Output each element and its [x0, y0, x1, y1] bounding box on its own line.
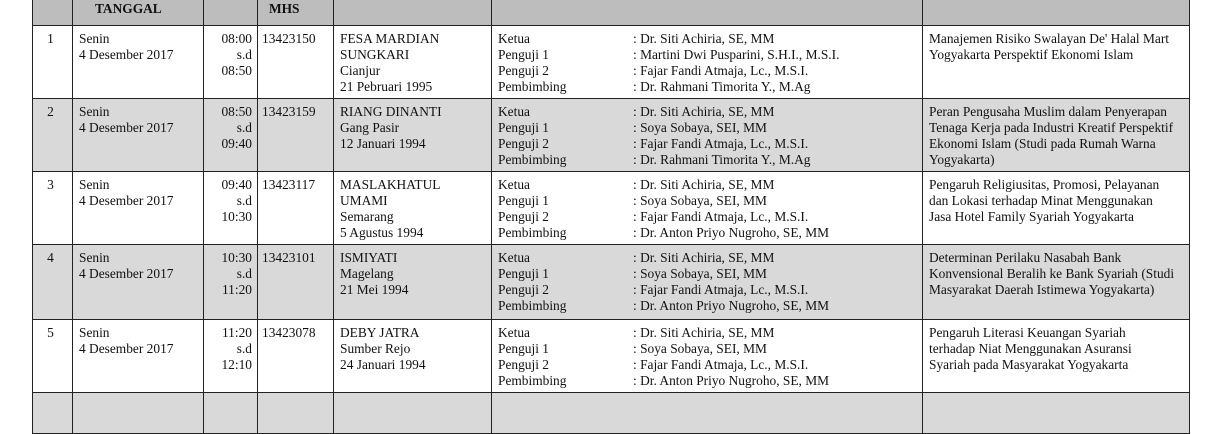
- cell-title: [923, 320, 1190, 393]
- header-time: [204, 0, 258, 26]
- table-row: [33, 99, 1190, 172]
- cell-date: [73, 320, 204, 393]
- cell-student-content: [334, 320, 491, 376]
- cell-time-content: [204, 99, 257, 155]
- cell-student-content: [334, 172, 491, 244]
- student-info: Cianjur: [340, 63, 381, 78]
- cell-examiners: [492, 99, 923, 172]
- examiner-role: Penguji 2: [498, 209, 549, 224]
- cell-title: [923, 172, 1190, 245]
- header-title: [923, 0, 1190, 26]
- cell-student: [334, 99, 492, 172]
- header-student: [334, 0, 492, 26]
- cell-time-content: [204, 172, 257, 228]
- student-id: 13423101: [262, 250, 316, 265]
- cell-empty: [334, 393, 492, 434]
- cell-title-content: [923, 320, 1189, 376]
- student-name: RIANG DINANTI: [340, 104, 442, 119]
- examiner-name: : Dr. Siti Achiria, SE, MM: [633, 31, 775, 46]
- row-number: 1: [47, 31, 54, 46]
- examiner-entry: [498, 250, 918, 266]
- time-separator: s.d: [236, 193, 252, 208]
- day-name: Senin: [79, 177, 110, 192]
- thesis-title: Manajemen Risiko Swalayan De' Halal Mart Yogyakarta Perspektif Ekonomi Islam: [929, 31, 1170, 62]
- cell-mhs: [258, 26, 334, 99]
- cell-date-content: [73, 245, 203, 285]
- examiner-name: : Dr. Rahmani Timorita Y., M.Ag: [633, 152, 811, 167]
- student-info: UMAMI: [340, 193, 388, 208]
- cell-date-content: [73, 172, 203, 212]
- examiner-name: : Dr. Anton Priyo Nugroho, SE, MM: [633, 298, 830, 313]
- cell-mhs-content: [258, 245, 333, 269]
- cell-empty: [492, 393, 923, 434]
- time-start: 11:20: [221, 325, 252, 340]
- cell-student: [334, 172, 492, 245]
- time-end: 12:10: [221, 357, 252, 372]
- examiner-role: Ketua: [498, 31, 530, 46]
- cell-empty: [258, 393, 334, 434]
- examiner-role: Penguji 2: [498, 357, 549, 372]
- examiner-entry: [498, 225, 918, 241]
- examiner-role: Pembimbing: [498, 152, 567, 167]
- cell-no-content: [33, 99, 72, 123]
- cell-mhs-content: [258, 99, 333, 123]
- cell-no-content: [33, 26, 72, 50]
- cell-examiners-content: [492, 26, 922, 98]
- cell-title-content: [923, 99, 1189, 171]
- student-info: 12 Januari 1994: [340, 136, 426, 151]
- examiner-role: Pembimbing: [498, 298, 567, 313]
- cell-empty: [73, 393, 204, 434]
- examiner-role: Penguji 1: [498, 266, 549, 281]
- examiner-entry: [498, 79, 918, 95]
- thesis-title: Peran Pengusaha Muslim dalam Penyerapan Tenaga Kerja pada Industri Kreatif Perspektif Ekonomi Islam (Studi pada Rumah Warna Yogyakarta): [929, 104, 1174, 167]
- cell-time: [204, 99, 258, 172]
- student-info: SUNGKARI: [340, 47, 410, 62]
- examiner-entry: [498, 104, 918, 120]
- examiner-role: Penguji 1: [498, 341, 549, 356]
- examiner-name: : Soya Sobaya, SEI, MM: [633, 266, 767, 281]
- examiner-role: Pembimbing: [498, 373, 567, 388]
- time-separator: s.d: [236, 47, 252, 62]
- header-no: [33, 0, 73, 26]
- cell-empty: [204, 393, 258, 434]
- cell-student-content: [334, 26, 491, 98]
- cell-time: [204, 245, 258, 320]
- student-info: Sumber Rejo: [340, 341, 411, 356]
- cell-time-content: [204, 320, 257, 376]
- examiner-entry: [498, 177, 918, 193]
- cell-mhs-content: [258, 26, 333, 50]
- date-text: 4 Desember 2017: [79, 341, 174, 356]
- cell-title: [923, 99, 1190, 172]
- examiner-role: Ketua: [498, 250, 530, 265]
- examiner-name: : Dr. Rahmani Timorita Y., M.Ag: [633, 79, 811, 94]
- examiner-name: : Soya Sobaya, SEI, MM: [633, 193, 767, 208]
- cell-mhs: [258, 99, 334, 172]
- examiner-role: Penguji 1: [498, 193, 549, 208]
- time-separator: s.d: [236, 266, 252, 281]
- examiner-name: : Dr. Anton Priyo Nugroho, SE, MM: [633, 225, 830, 240]
- table-body: [33, 26, 1190, 434]
- examiner-role: Ketua: [498, 104, 530, 119]
- cell-no: [33, 26, 73, 99]
- examiner-role: Pembimbing: [498, 79, 567, 94]
- examiner-entry: [498, 298, 918, 314]
- time-end: 08:50: [221, 63, 252, 78]
- cell-date-content: [73, 26, 203, 66]
- examiner-role: Penguji 2: [498, 136, 549, 151]
- examiner-entry: [498, 357, 918, 373]
- table-row: [33, 393, 1190, 434]
- table-row: [33, 320, 1190, 393]
- date-text: 4 Desember 2017: [79, 266, 174, 281]
- cell-date-content: [73, 99, 203, 139]
- day-name: Senin: [79, 104, 110, 119]
- student-name: FESA MARDIAN: [340, 31, 440, 46]
- student-info: 5 Agustus 1994: [340, 225, 424, 240]
- cell-date: [73, 172, 204, 245]
- examiner-entry: [498, 209, 918, 225]
- time-end: 09:40: [221, 136, 252, 151]
- examiner-entry: [498, 120, 918, 136]
- table-header-row: [33, 0, 1190, 26]
- examiner-name: : Dr. Siti Achiria, SE, MM: [633, 177, 775, 192]
- examiner-entry: [498, 373, 918, 389]
- time-start: 09:40: [221, 177, 252, 192]
- examiner-entry: [498, 282, 918, 298]
- cell-student: [334, 245, 492, 320]
- cell-student-content: [334, 99, 491, 155]
- cell-student: [334, 320, 492, 393]
- cell-title-content: [923, 26, 1189, 66]
- examiner-entry: [498, 341, 918, 357]
- student-id: 13423159: [262, 104, 316, 119]
- examiner-role: Penguji 2: [498, 282, 549, 297]
- examiner-role: Ketua: [498, 325, 530, 340]
- cell-mhs: [258, 172, 334, 245]
- time-start: 08:50: [221, 104, 252, 119]
- date-text: 4 Desember 2017: [79, 120, 174, 135]
- cell-no: [33, 99, 73, 172]
- cell-examiners: [492, 26, 923, 99]
- examiner-role: Penguji 1: [498, 47, 549, 62]
- cell-examiners: [492, 245, 923, 320]
- student-name: MASLAKHATUL: [340, 177, 441, 192]
- date-text: 4 Desember 2017: [79, 193, 174, 208]
- student-id: 13423117: [262, 177, 316, 192]
- time-start: 10:30: [221, 250, 252, 265]
- student-info: Magelang: [340, 266, 394, 281]
- time-separator: s.d: [236, 120, 252, 135]
- cell-title: [923, 245, 1190, 320]
- cell-examiners-content: [492, 99, 922, 171]
- cell-title-content: [923, 245, 1189, 301]
- cell-student: [334, 26, 492, 99]
- cell-examiners: [492, 320, 923, 393]
- examiner-name: : Martini Dwi Pusparini, S.H.I., M.S.I.: [633, 47, 840, 62]
- examiner-entry: [498, 152, 918, 168]
- student-info: Gang Pasir: [340, 120, 400, 135]
- cell-title-content: [923, 172, 1189, 228]
- cell-mhs: [258, 320, 334, 393]
- examiner-name: : Fajar Fandi Atmaja, Lc., M.S.I.: [633, 63, 809, 78]
- header-tanggal: TANGGAL: [73, 0, 204, 26]
- table-row: [33, 245, 1190, 320]
- cell-mhs-content: [258, 172, 333, 196]
- cell-examiners-content: [492, 245, 922, 317]
- table-row: [33, 172, 1190, 245]
- examiner-entry: [498, 266, 918, 282]
- cell-date: [73, 26, 204, 99]
- row-number: 5: [47, 325, 54, 340]
- examiner-role: Ketua: [498, 177, 530, 192]
- examiner-name: : Dr. Siti Achiria, SE, MM: [633, 250, 775, 265]
- thesis-title: Pengaruh Religiusitas, Promosi, Pelayanan dan Lokasi terhadap Minat Menggunakan Jasa Hotel Family Syariah Yogyakarta: [929, 177, 1160, 224]
- cell-time: [204, 320, 258, 393]
- cell-mhs-content: [258, 320, 333, 344]
- examiner-role: Penguji 1: [498, 120, 549, 135]
- cell-no: [33, 245, 73, 320]
- cell-student-content: [334, 245, 491, 301]
- examiner-entry: [498, 63, 918, 79]
- student-info: 21 Pebruari 1995: [340, 79, 433, 94]
- examiner-name: : Fajar Fandi Atmaja, Lc., M.S.I.: [633, 136, 809, 151]
- cell-examiners: [492, 172, 923, 245]
- cell-title: [923, 26, 1190, 99]
- cell-time: [204, 26, 258, 99]
- cell-date-content: [73, 320, 203, 360]
- day-name: Senin: [79, 31, 110, 46]
- row-number: 3: [47, 177, 54, 192]
- examiner-entry: [498, 47, 918, 63]
- table-row: [33, 26, 1190, 99]
- cell-time: [204, 172, 258, 245]
- cell-no: [33, 320, 73, 393]
- cell-examiners-content: [492, 320, 922, 392]
- examiner-name: : Dr. Siti Achiria, SE, MM: [633, 325, 775, 340]
- examiner-name: : Dr. Anton Priyo Nugroho, SE, MM: [633, 373, 830, 388]
- cell-empty: [33, 393, 73, 434]
- cell-date: [73, 99, 204, 172]
- student-info: Semarang: [340, 209, 394, 224]
- cell-time-content: [204, 26, 257, 82]
- examiner-entry: [498, 31, 918, 47]
- examiner-name: : Fajar Fandi Atmaja, Lc., M.S.I.: [633, 282, 809, 297]
- examiner-entry: [498, 325, 918, 341]
- day-name: Senin: [79, 250, 110, 265]
- cell-examiners-content: [492, 172, 922, 244]
- row-number: 4: [47, 250, 54, 265]
- student-id: 13423150: [262, 31, 316, 46]
- time-end: 10:30: [221, 209, 252, 224]
- time-end: 11:20: [221, 282, 252, 297]
- examiner-name: : Soya Sobaya, SEI, MM: [633, 120, 767, 135]
- cell-no-content: [33, 172, 72, 196]
- time-start: 08:00: [221, 31, 252, 46]
- date-text: 4 Desember 2017: [79, 47, 174, 62]
- time-separator: s.d: [236, 341, 252, 356]
- examiner-name: : Fajar Fandi Atmaja, Lc., M.S.I.: [633, 209, 809, 224]
- cell-mhs: [258, 245, 334, 320]
- exam-schedule-table: [32, 0, 1190, 434]
- examiner-role: Penguji 2: [498, 63, 549, 78]
- student-info: 21 Mei 1994: [340, 282, 409, 297]
- examiner-name: : Fajar Fandi Atmaja, Lc., M.S.I.: [633, 357, 809, 372]
- cell-date: [73, 245, 204, 320]
- examiner-entry: [498, 136, 918, 152]
- row-number: 2: [47, 104, 54, 119]
- student-info: 24 Januari 1994: [340, 357, 426, 372]
- examiner-role: Pembimbing: [498, 225, 567, 240]
- day-name: Senin: [79, 325, 110, 340]
- examiner-name: : Dr. Siti Achiria, SE, MM: [633, 104, 775, 119]
- header-mhs: MHS: [258, 0, 334, 26]
- cell-time-content: [204, 245, 257, 301]
- examiner-entry: [498, 193, 918, 209]
- thesis-title: Pengaruh Literasi Keuangan Syariah terhadap Niat Menggunakan Asuransi Syariah pada Masyarakat Yogyakarta: [929, 325, 1132, 372]
- cell-no-content: [33, 320, 72, 344]
- examiner-name: : Soya Sobaya, SEI, MM: [633, 341, 767, 356]
- cell-no: [33, 172, 73, 245]
- student-id: 13423078: [262, 325, 316, 340]
- thesis-title: Determinan Perilaku Nasabah Bank Konvensional Beralih ke Bank Syariah (Studi Masyarakat Daerah Istimewa Yogyakarta): [929, 250, 1175, 297]
- header-examiners: [492, 0, 923, 26]
- student-name: DEBY JATRA: [340, 325, 420, 340]
- student-name: ISMIYATI: [340, 250, 398, 265]
- cell-empty: [923, 393, 1190, 434]
- cell-no-content: [33, 245, 72, 269]
